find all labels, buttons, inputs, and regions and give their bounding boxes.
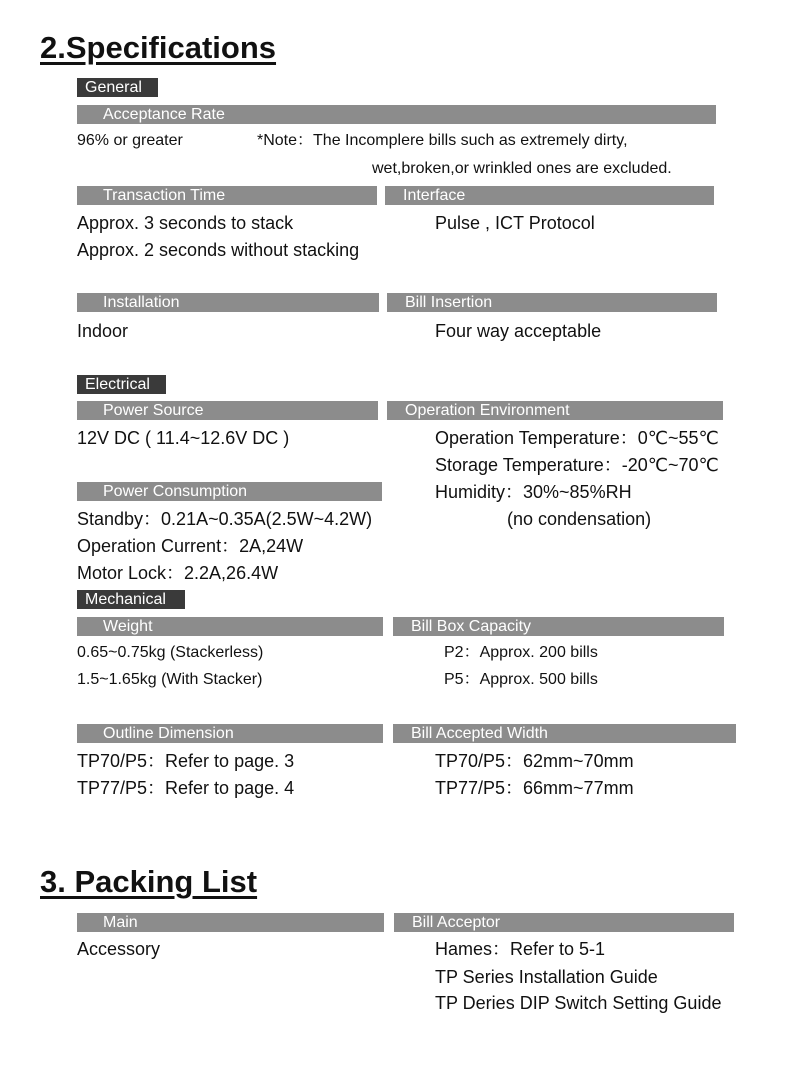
power-consumption-header: Power Consumption <box>77 482 382 501</box>
width-tp70: TP70/P5：62mm~70mm <box>435 751 634 771</box>
bill-accepted-width-header: Bill Accepted Width <box>393 724 736 743</box>
operation-temperature: Operation Temperature：0℃~55℃ <box>435 428 719 448</box>
weight-with-stacker: 1.5~1.65kg (With Stacker) <box>77 671 263 688</box>
installation-header: Installation <box>77 293 379 312</box>
storage-temperature: Storage Temperature：-20℃~70℃ <box>435 455 719 475</box>
transaction-time-line1: Approx. 3 seconds to stack <box>77 213 294 233</box>
interface-header: Interface <box>385 186 714 205</box>
packing-dip-switch-guide: TP Deries DIP Switch Setting Guide <box>435 993 722 1013</box>
power-operation-current: Operation Current：2A,24W <box>77 536 304 556</box>
no-condensation: (no condensation) <box>507 509 652 529</box>
weight-stackerless: 0.65~0.75kg (Stackerless) <box>77 644 264 661</box>
weight-header: Weight <box>77 617 383 636</box>
humidity: Humidity：30%~85%RH <box>435 482 632 502</box>
power-source-header: Power Source <box>77 401 378 420</box>
packing-harness: Hames：Refer to 5-1 <box>435 939 606 959</box>
outline-tp77: TP77/P5：Refer to page. 4 <box>77 778 295 798</box>
width-tp77: TP77/P5：66mm~77mm <box>435 778 634 798</box>
acceptance-rate-note-line2: wet,broken,or wrinkled ones are excluded. <box>372 160 672 177</box>
mechanical-category-label: Mechanical <box>77 590 185 609</box>
outline-tp70: TP70/P5：Refer to page. 3 <box>77 751 295 771</box>
acceptance-rate-value: 96% or greater <box>77 132 183 149</box>
acceptance-rate-note-line1: *Note：The Incomplere bills such as extremely dirty, <box>257 132 628 149</box>
packing-main-header: Main <box>77 913 384 932</box>
packing-main-value: Accessory <box>77 939 161 959</box>
interface-value: Pulse , ICT Protocol <box>435 213 595 233</box>
bill-box-capacity-header: Bill Box Capacity <box>393 617 724 636</box>
power-source-value: 12V DC ( 11.4~12.6V DC ) <box>77 428 290 448</box>
installation-value: Indoor <box>77 321 129 341</box>
transaction-time-line2: Approx. 2 seconds without stacking <box>77 240 360 260</box>
packing-installation-guide: TP Series Installation Guide <box>435 967 658 987</box>
packing-list-title: 3. Packing List <box>40 864 258 899</box>
outline-dimension-header: Outline Dimension <box>77 724 383 743</box>
power-standby: Standby：0.21A~0.35A(2.5W~4.2W) <box>77 509 373 529</box>
operation-environment-header: Operation Environment <box>387 401 723 420</box>
bill-insertion-header: Bill Insertion <box>387 293 717 312</box>
packing-bill-acceptor-header: Bill Acceptor <box>394 913 734 932</box>
bill-box-p2: P2：Approx. 200 bills <box>444 644 598 661</box>
transaction-time-header: Transaction Time <box>77 186 377 205</box>
power-motor-lock: Motor Lock：2.2A,26.4W <box>77 563 279 583</box>
specifications-title: 2.Specifications <box>40 30 277 65</box>
bill-insertion-value: Four way acceptable <box>435 321 602 341</box>
bill-box-p5: P5：Approx. 500 bills <box>444 671 598 688</box>
general-category-label: General <box>77 78 158 97</box>
acceptance-rate-header: Acceptance Rate <box>77 105 716 124</box>
electrical-category-label: Electrical <box>77 375 166 394</box>
